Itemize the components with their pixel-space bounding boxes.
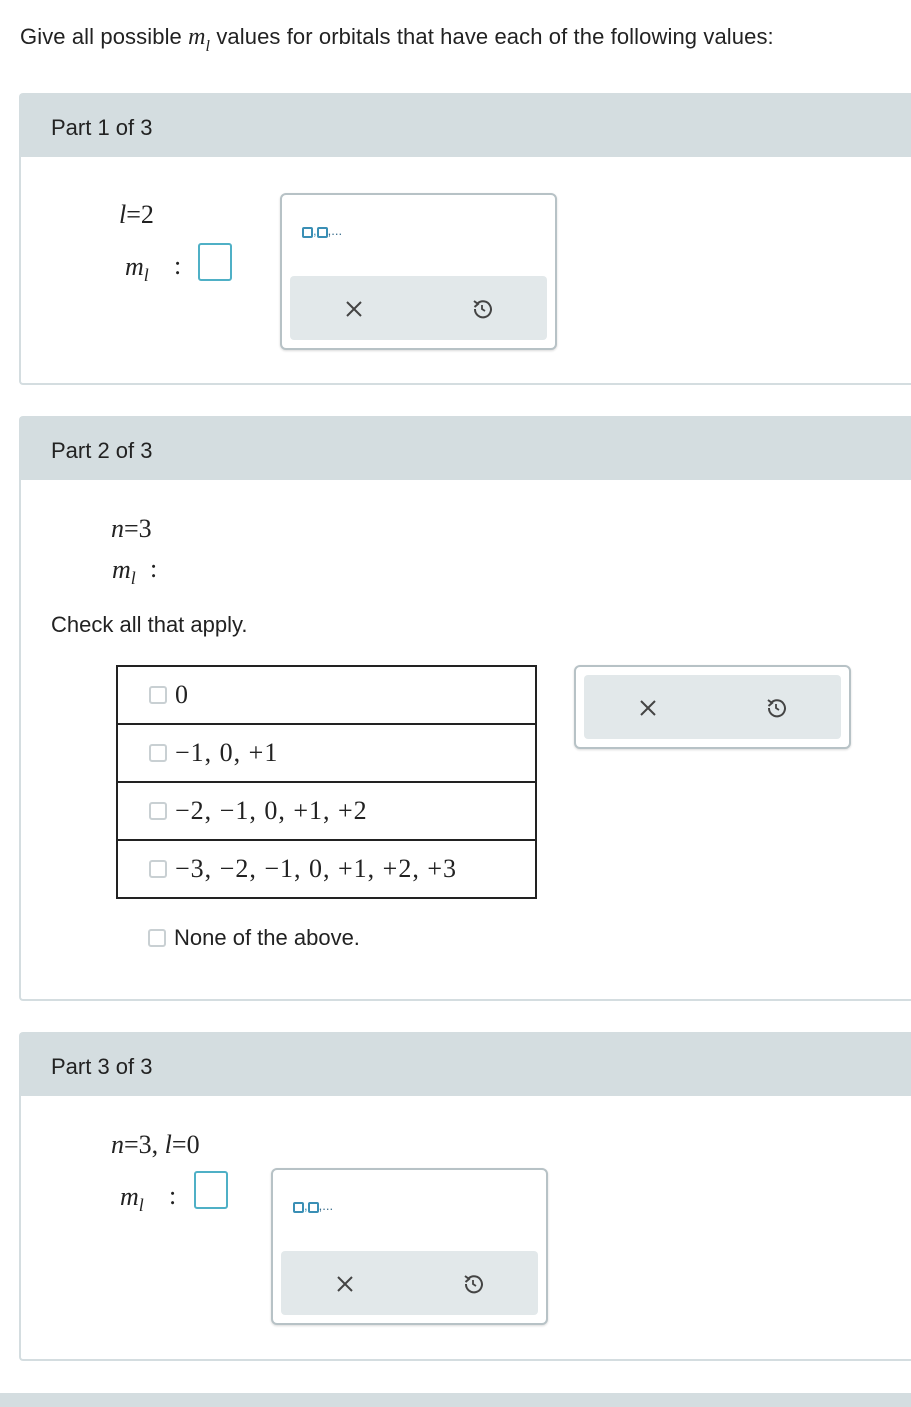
check-all-instruction: Check all that apply. bbox=[51, 612, 248, 637]
part-3-given-var-n: n bbox=[111, 1130, 124, 1159]
part-1-answer-var: m bbox=[125, 252, 144, 281]
choice-option-4[interactable] bbox=[118, 841, 535, 897]
part-3-answer-input[interactable] bbox=[194, 1171, 228, 1209]
none-of-the-above-option[interactable] bbox=[148, 925, 360, 951]
checkbox[interactable] bbox=[149, 802, 167, 820]
choice-row bbox=[117, 782, 536, 840]
part-3-answer-var: m bbox=[120, 1182, 139, 1211]
part-1-given-value: 2 bbox=[140, 200, 154, 229]
part-1-clear-button[interactable] bbox=[336, 292, 372, 326]
question-prompt bbox=[20, 24, 774, 55]
part-3-colon: : bbox=[169, 1181, 177, 1210]
part-3-toolbox bbox=[271, 1168, 548, 1325]
part-3-given: n=3, l=0 bbox=[111, 1130, 200, 1159]
part-2-header bbox=[21, 418, 911, 480]
choice-option-4-label: −3, −2, −1, 0, +1, +2, +3 bbox=[175, 854, 457, 883]
undo-icon bbox=[471, 298, 493, 320]
part-3-title: Part 3 of 3 bbox=[51, 1054, 153, 1079]
choices-table bbox=[116, 665, 537, 899]
question-var-m: m bbox=[188, 24, 206, 50]
question-var-sub: l bbox=[205, 37, 211, 55]
choice-option-3-label: −2, −1, 0, +1, +2 bbox=[175, 796, 368, 825]
part-2-answer-var: m bbox=[112, 555, 131, 584]
part-1-given-var: l bbox=[119, 200, 127, 229]
part-3-list-template-button[interactable]: , ,... bbox=[293, 1198, 333, 1213]
part-3-clear-button[interactable] bbox=[327, 1267, 363, 1301]
part-1-undo-button[interactable] bbox=[464, 292, 500, 326]
bottom-divider bbox=[0, 1393, 911, 1407]
close-icon bbox=[638, 698, 658, 718]
undo-icon bbox=[765, 697, 787, 719]
part-3-given-value-n: 3 bbox=[138, 1130, 152, 1159]
part-2-answer-label bbox=[112, 554, 136, 589]
part-2-title: Part 2 of 3 bbox=[51, 438, 153, 463]
part-3-tool-bar bbox=[281, 1251, 538, 1315]
part-1-colon: : bbox=[174, 251, 182, 280]
checkbox[interactable] bbox=[148, 929, 166, 947]
template-box-icon bbox=[317, 227, 328, 238]
choice-row bbox=[117, 666, 536, 724]
part-2-given-value: 3 bbox=[138, 514, 152, 543]
checkbox[interactable] bbox=[149, 744, 167, 762]
question-prefix: Give all possible bbox=[20, 24, 182, 49]
part-3-answer-sub: l bbox=[138, 1195, 144, 1216]
part-3-undo-button[interactable] bbox=[455, 1267, 491, 1301]
part-1-answer-label bbox=[125, 251, 149, 286]
part-3-panel bbox=[19, 1032, 911, 1361]
part-2-given: n=3 bbox=[111, 514, 152, 543]
part-2-colon: : bbox=[150, 554, 158, 583]
template-box-icon bbox=[308, 1202, 319, 1213]
question-var bbox=[188, 24, 211, 55]
choice-option-1[interactable] bbox=[118, 667, 535, 723]
part-1-list-template-button[interactable]: , ,... bbox=[302, 223, 342, 238]
part-3-given-var-l: l bbox=[164, 1130, 172, 1159]
choice-row bbox=[117, 840, 536, 898]
part-2-clear-button[interactable] bbox=[630, 691, 666, 725]
choice-row bbox=[117, 724, 536, 782]
part-3-given-value-l: 0 bbox=[186, 1130, 200, 1159]
part-1-toolbox bbox=[280, 193, 557, 350]
template-box-icon bbox=[302, 227, 313, 238]
part-1-answer-input[interactable] bbox=[198, 243, 232, 281]
part-2-given-var: n bbox=[111, 514, 124, 543]
template-ellipsis: ,... bbox=[318, 1198, 334, 1213]
choice-option-3[interactable] bbox=[118, 783, 535, 839]
none-of-the-above-label: None of the above. bbox=[174, 925, 360, 950]
part-2-tool-bar bbox=[584, 675, 841, 739]
checkbox[interactable] bbox=[149, 860, 167, 878]
choice-option-2[interactable] bbox=[118, 725, 535, 781]
choice-option-1-label: 0 bbox=[175, 680, 189, 709]
template-ellipsis: ,... bbox=[327, 223, 343, 238]
part-1-title: Part 1 of 3 bbox=[51, 115, 153, 140]
part-2-undo-button[interactable] bbox=[758, 691, 794, 725]
close-icon bbox=[344, 299, 364, 319]
part-1-tool-bar bbox=[290, 276, 547, 340]
undo-icon bbox=[462, 1273, 484, 1295]
checkbox[interactable] bbox=[149, 686, 167, 704]
part-1-header bbox=[21, 95, 911, 157]
template-box-icon bbox=[293, 1202, 304, 1213]
part-1-answer-sub: l bbox=[143, 265, 149, 286]
part-2-toolbox bbox=[574, 665, 851, 749]
part-1-given: l=2 bbox=[119, 200, 154, 229]
part-2-answer-sub: l bbox=[130, 568, 136, 589]
part-3-answer-label bbox=[120, 1181, 144, 1216]
close-icon bbox=[335, 1274, 355, 1294]
part-1-panel bbox=[19, 93, 911, 385]
part-3-header bbox=[21, 1034, 911, 1096]
question-suffix: values for orbitals that have each of the following values: bbox=[216, 24, 774, 49]
choice-option-2-label: −1, 0, +1 bbox=[175, 738, 279, 767]
